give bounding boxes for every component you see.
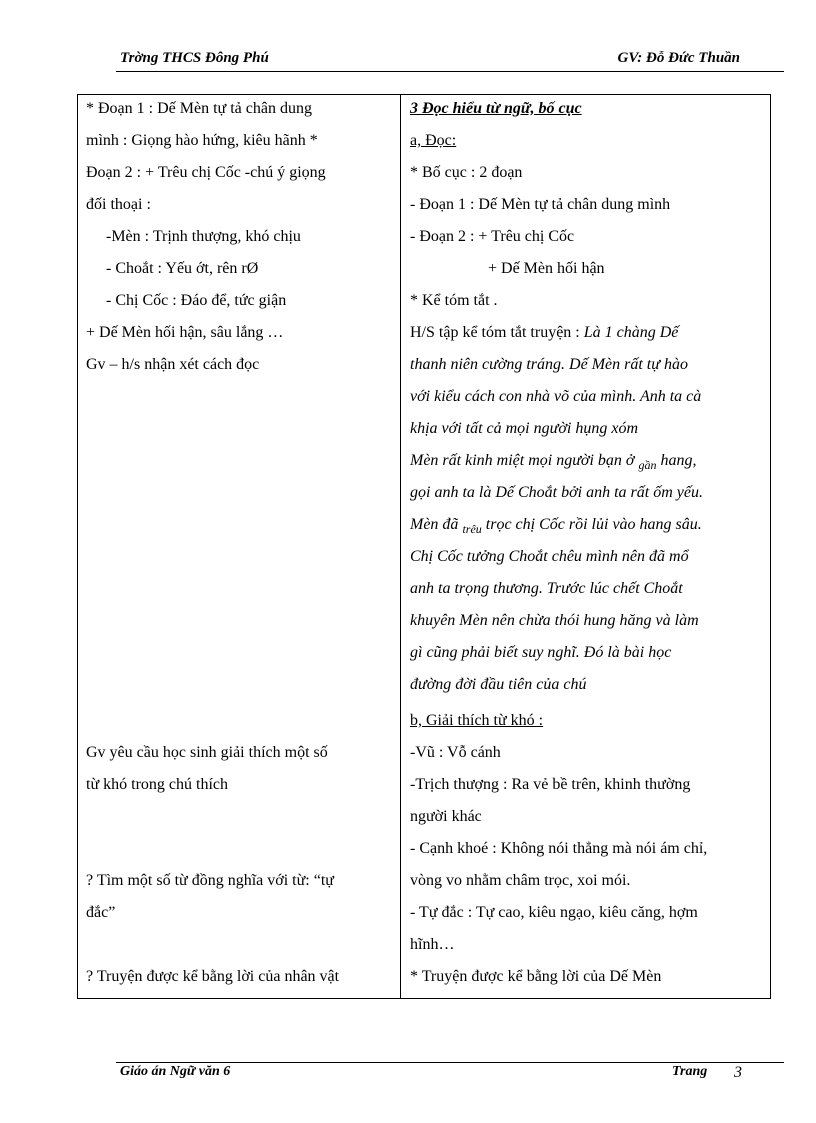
page-footer [116,1064,784,1086]
glossary-line: - Tự đắc : Tự cao, kiêu ngạo, kiêu căng, hợm [410,904,698,921]
left-line: Gv yêu cầu học sinh giải thích một số [86,744,328,761]
right-line: * Truyện được kể bằng lời của Dế Mèn [410,968,662,985]
summary-line: anh ta trọng thương. Trước lúc chết Choắt [410,580,683,597]
summary-text: Là 1 chàng Dế [583,324,679,341]
glossary-line: - Cạnh khoé : Không nói thẳng mà nói ám chỉ, [410,840,708,857]
inserted-word: gần [638,458,657,472]
summary-line: với kiểu cách con nhà võ của mình. Anh ta cà [410,388,702,405]
right-line: - Đoạn 2 : + Trêu chị Cốc [410,228,575,245]
left-line: ? Truyện được kể bằng lời của nhân vật [86,968,340,985]
summary-line: Chị Cốc tưởng Choắt chêu mình nên đã mổ [410,548,689,565]
inserted-word: trêu [462,522,482,536]
summary-line: gì cũng phải biết suy nghĩ. Đó là bài học [410,644,672,661]
left-line: Gv – h/s nhận xét cách đọc [86,356,260,373]
read-heading: a, Đọc: [410,132,457,149]
left-line: - Chị Cốc : Đáo để, tức giận [106,292,287,309]
glossary-line: người khác [410,808,482,825]
summary-line [410,515,702,535]
glossary-line: -Vũ : Vỗ cánh [410,744,501,761]
glossary-line: vòng vo nhằm châm trọc, xoi mói. [410,872,631,889]
summary-line: khịa với tất cả mọi người hụng xóm [410,420,638,437]
left-line: - Choắt : Yếu ớt, rên rØ [106,260,259,277]
footer-page-label: Trang [672,1064,708,1079]
left-line: + Dế Mèn hối hận, sâu lắng … [86,324,284,341]
column-divider [400,95,401,998]
summary-text: Mèn rất kinh miệt mọi người bạn ở [410,452,635,469]
summary-line: đường đời đầu tiên của chú [410,676,587,693]
footer-title: Giáo án Ngữ văn 6 [120,1064,231,1079]
glossary-line: -Trịch thượng : Ra vẻ bề trên, khinh thường [410,776,691,793]
header-divider [116,71,784,72]
summary-line: gọi anh ta là Dế Choắt bởi anh ta rất ốm yếu. [410,484,703,501]
footer-divider [116,1062,784,1063]
header-teacher: GV: Đỗ Đức Thuần [617,50,740,66]
page-number: 3 [734,1064,742,1081]
right-line: + Dế Mèn hối hận [488,260,605,277]
glossary-heading: b, Giải thích từ khó : [410,712,544,729]
right-line: * Bố cục : 2 đoạn [410,164,523,181]
left-line: -Mèn : Trịnh thượng, khó chịu [106,228,301,245]
lesson-table [77,94,771,999]
summary-text: trọc chị Cốc rồi lủi vào hang sâu. [485,516,702,533]
left-line: đắc” [86,904,116,921]
glossary-line: hĩnh… [410,936,455,953]
left-line: Đoạn 2 : + Trêu chị Cốc -chú ý giọng [86,164,326,181]
summary-line: thanh niên cường tráng. Dế Mèn rất tự hào [410,356,688,373]
summary-line: khuyên Mèn nên chừa thói hung hăng và làm [410,612,699,629]
summary-text: hang, [660,452,697,469]
left-line: * Đoạn 1 : Dế Mèn tự tả chân dung [86,100,312,117]
section-heading: 3 Đọc hiểu từ ngữ, bố cục [410,100,582,117]
left-line: đối thoại : [86,196,151,213]
left-line: từ khó trong chú thích [86,776,228,793]
summary-line [410,451,696,471]
hs-label: H/S tập kể tóm tắt truyện : [410,324,580,341]
right-line: * Kể tóm tắt . [410,292,498,309]
right-line: - Đoạn 1 : Dế Mèn tự tả chân dung mình [410,196,671,213]
left-line: ? Tìm một số từ đồng nghĩa với từ: “tự [86,872,334,889]
summary-text: Mèn đã [410,516,459,533]
header-school: Trờng THCS Đông Phú [120,50,269,66]
summary-line [410,323,678,343]
left-line: mình : Giọng hào hứng, kiêu hãnh * [86,132,318,149]
